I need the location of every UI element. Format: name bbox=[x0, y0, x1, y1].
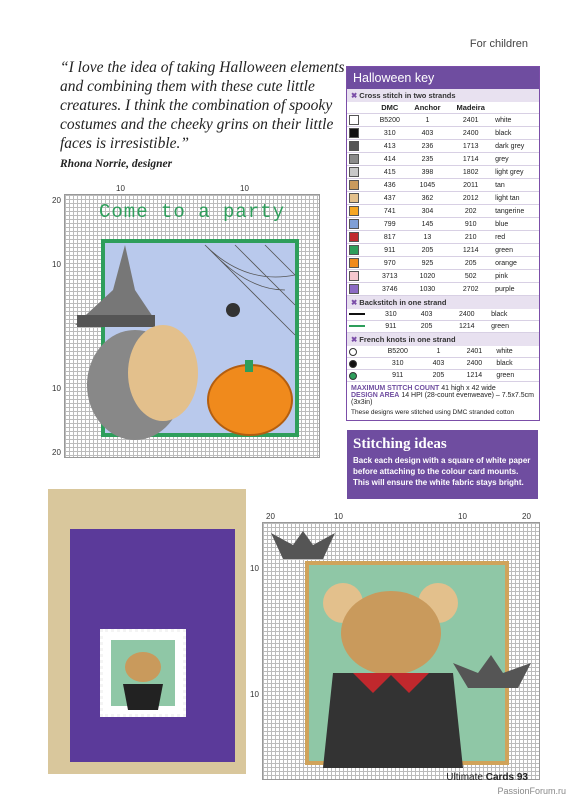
key-cell-anchor: 362 bbox=[407, 192, 449, 205]
cross-stitch-chart-witch bbox=[64, 194, 320, 458]
pumpkin-stem bbox=[245, 360, 253, 372]
key-row bbox=[347, 270, 539, 283]
key-cell-anchor: 398 bbox=[407, 166, 449, 179]
key-cell-dmc: 817 bbox=[373, 231, 407, 244]
key-cell-madeira: 2400 bbox=[454, 358, 494, 370]
cross-stitch-chart-mouse bbox=[262, 522, 540, 780]
thread-swatch-icon bbox=[349, 193, 359, 203]
chart1-label-left-mid: 10 bbox=[52, 260, 61, 269]
key-row bbox=[347, 257, 539, 270]
footer-publication-a: Ultimate bbox=[446, 772, 483, 783]
key-cell-dmc: B5200 bbox=[373, 346, 422, 358]
thumb-cape bbox=[123, 684, 163, 710]
key-cell-madeira: 2012 bbox=[448, 192, 493, 205]
thumb-mouse-head bbox=[125, 652, 161, 682]
key-cell-anchor: 1 bbox=[422, 346, 454, 358]
thread-swatch-icon bbox=[349, 128, 359, 138]
design-area-label: DESIGN AREA bbox=[351, 392, 400, 399]
key-symbol bbox=[347, 309, 373, 321]
card-stitched-design bbox=[100, 629, 186, 717]
witch-hat-brim bbox=[77, 315, 155, 327]
key-cell-anchor: 403 bbox=[422, 358, 454, 370]
design-area-value: 14 HPI (28-count evenweave) – 7.5x7.5cm (3x3in) bbox=[351, 392, 534, 406]
key-cell-dmc: 799 bbox=[373, 218, 407, 231]
key-cell-dmc: 911 bbox=[373, 370, 422, 382]
key-notes bbox=[347, 382, 539, 420]
thread-swatch-icon bbox=[349, 313, 365, 315]
key-cell-anchor: 205 bbox=[409, 321, 445, 333]
key-cell-dmc: 3713 bbox=[373, 270, 407, 283]
watermark: PassionForum.ru bbox=[497, 786, 566, 796]
key-cell-madeira: 1802 bbox=[448, 166, 493, 179]
key-symbol bbox=[347, 346, 373, 358]
key-cell-madeira: 1214 bbox=[444, 321, 489, 333]
key-cell-madeira: 2401 bbox=[448, 114, 493, 127]
chart2-label-left-top: 10 bbox=[250, 564, 259, 573]
key-cell-name: light grey bbox=[493, 166, 539, 179]
hedgehog-body bbox=[128, 325, 198, 421]
finished-card-photo bbox=[48, 489, 246, 774]
key-cell-dmc: 310 bbox=[373, 358, 422, 370]
key-cell-anchor: 1 bbox=[407, 114, 449, 127]
thread-swatch-icon bbox=[349, 180, 359, 190]
key-cell-dmc: 911 bbox=[373, 244, 407, 257]
thread-swatch-icon bbox=[349, 325, 365, 327]
key-symbol bbox=[347, 192, 373, 205]
key-cell-name: white bbox=[493, 114, 539, 127]
col-anchor: Anchor bbox=[407, 102, 449, 114]
stitching-ideas-box bbox=[347, 430, 538, 499]
key-cell-madeira: 205 bbox=[448, 257, 493, 270]
key-cell-name: grey bbox=[493, 153, 539, 166]
key-cell-anchor: 925 bbox=[407, 257, 449, 270]
page-footer bbox=[446, 772, 528, 783]
chart1-label-left-bot: 10 bbox=[52, 384, 61, 393]
max-stitch-label: MAXIMUM STITCH COUNT bbox=[351, 385, 440, 392]
key-cell-anchor: 1045 bbox=[407, 179, 449, 192]
halloween-key bbox=[346, 66, 540, 421]
chart1-label-left-top: 20 bbox=[52, 196, 61, 205]
bat-left bbox=[271, 531, 335, 559]
key-cell-name: purple bbox=[493, 283, 539, 296]
thread-swatch-icon bbox=[349, 284, 359, 294]
key-cell-name: pink bbox=[493, 270, 539, 283]
key-symbol bbox=[347, 166, 373, 179]
key-row bbox=[347, 309, 539, 321]
key-row bbox=[347, 127, 539, 140]
key-row bbox=[347, 218, 539, 231]
section-tag: For children bbox=[469, 38, 528, 50]
chart2-label-top-b: 10 bbox=[334, 512, 343, 521]
backstitch-table bbox=[347, 309, 539, 333]
key-cell-name: black bbox=[493, 127, 539, 140]
thread-swatch-icon bbox=[349, 348, 357, 356]
cross-stitch-table bbox=[347, 102, 539, 296]
vampire-cape bbox=[323, 673, 463, 768]
key-cell-name: green bbox=[494, 370, 539, 382]
key-symbol bbox=[347, 283, 373, 296]
pumpkin bbox=[208, 365, 292, 435]
thread-swatch-icon bbox=[349, 206, 359, 216]
key-symbol bbox=[347, 179, 373, 192]
pull-quote bbox=[60, 58, 345, 174]
key-cell-name: green bbox=[493, 244, 539, 257]
thread-swatch-icon bbox=[349, 154, 359, 164]
key-cell-madeira: 910 bbox=[448, 218, 493, 231]
stitching-ideas-body: Back each design with a square of white paper before attaching to the colour card mounts. This will ensure the white fabric stays bright. bbox=[353, 456, 531, 487]
key-row bbox=[347, 231, 539, 244]
key-cell-dmc: 437 bbox=[373, 192, 407, 205]
col-dmc: DMC bbox=[373, 102, 407, 114]
thread-swatch-icon bbox=[349, 258, 359, 268]
chart2-label-top-c: 10 bbox=[458, 512, 467, 521]
spider bbox=[226, 303, 240, 317]
key-symbol bbox=[347, 114, 373, 127]
thread-swatch-icon bbox=[349, 167, 359, 177]
key-cell-name: green bbox=[489, 321, 539, 333]
key-symbol bbox=[347, 127, 373, 140]
key-cell-madeira: 2401 bbox=[454, 346, 494, 358]
chart2-label-top-d: 20 bbox=[522, 512, 531, 521]
key-cell-anchor: 145 bbox=[407, 218, 449, 231]
key-cell-anchor: 1020 bbox=[407, 270, 449, 283]
thread-swatch-icon bbox=[349, 115, 359, 125]
key-row bbox=[347, 179, 539, 192]
key-cell-name: blue bbox=[493, 218, 539, 231]
key-cell-dmc: 413 bbox=[373, 140, 407, 153]
footer-publication-b: Cards bbox=[485, 772, 515, 783]
key-cell-madeira: 1714 bbox=[448, 153, 493, 166]
key-cell-dmc: 741 bbox=[373, 205, 407, 218]
key-backstitch-heading: ✖ Backstitch in one strand bbox=[347, 296, 539, 309]
key-title: Halloween key bbox=[347, 67, 539, 89]
chart2-label-left-bot: 10 bbox=[250, 690, 259, 699]
chart1-label-top-left: 10 bbox=[116, 184, 125, 193]
key-cell-dmc: 310 bbox=[373, 127, 407, 140]
key-row bbox=[347, 140, 539, 153]
thread-swatch-icon bbox=[349, 245, 359, 255]
key-cell-madeira: 210 bbox=[448, 231, 493, 244]
cross-icon: ✖ bbox=[351, 298, 358, 307]
french-knots-table bbox=[347, 346, 539, 382]
key-symbol bbox=[347, 270, 373, 283]
chart1-label-left-end: 20 bbox=[52, 448, 61, 457]
key-cell-name: dark grey bbox=[493, 140, 539, 153]
key-cell-name: white bbox=[494, 346, 539, 358]
key-symbol bbox=[347, 205, 373, 218]
purple-card bbox=[70, 529, 235, 762]
key-cross-stitch-heading: ✖ Cross stitch in two strands bbox=[347, 89, 539, 102]
key-row bbox=[347, 166, 539, 179]
thread-swatch-icon bbox=[349, 232, 359, 242]
mouse-head bbox=[341, 591, 441, 675]
key-symbol bbox=[347, 231, 373, 244]
key-cell-madeira: 2400 bbox=[444, 309, 489, 321]
key-cell-madeira: 1214 bbox=[448, 244, 493, 257]
key-row bbox=[347, 358, 539, 370]
key-cell-name: red bbox=[493, 231, 539, 244]
key-symbol bbox=[347, 358, 373, 370]
key-row bbox=[347, 244, 539, 257]
stitching-ideas-title: Stitching ideas bbox=[353, 436, 447, 452]
cross-icon: ✖ bbox=[351, 91, 358, 100]
page-number: 93 bbox=[516, 772, 528, 783]
key-note: These designs were stitched using DMC stranded cotton bbox=[351, 409, 514, 416]
key-cell-madeira: 2400 bbox=[448, 127, 493, 140]
key-cell-dmc: 414 bbox=[373, 153, 407, 166]
key-cell-name: light tan bbox=[493, 192, 539, 205]
thread-swatch-icon bbox=[349, 141, 359, 151]
key-cell-name: tangerine bbox=[493, 205, 539, 218]
key-cell-madeira: 1214 bbox=[454, 370, 494, 382]
key-symbol bbox=[347, 153, 373, 166]
chart2-artwork bbox=[263, 523, 539, 779]
chart1-label-top-right: 10 bbox=[240, 184, 249, 193]
key-cell-name: black bbox=[494, 358, 539, 370]
key-cell-anchor: 403 bbox=[409, 309, 445, 321]
key-cell-anchor: 235 bbox=[407, 153, 449, 166]
key-french-knots-heading: ✖ French knots in one strand bbox=[347, 333, 539, 346]
thread-swatch-icon bbox=[349, 360, 357, 368]
key-row bbox=[347, 205, 539, 218]
key-symbol bbox=[347, 370, 373, 382]
key-row bbox=[347, 370, 539, 382]
key-cell-anchor: 205 bbox=[422, 370, 454, 382]
chart1-title-text: Come to a party bbox=[99, 201, 286, 223]
key-cell-dmc: 911 bbox=[373, 321, 409, 333]
key-cell-anchor: 205 bbox=[407, 244, 449, 257]
quote-attribution: Rhona Norrie, designer bbox=[60, 158, 173, 170]
thread-swatch-icon bbox=[349, 219, 359, 229]
key-symbol bbox=[347, 257, 373, 270]
key-cell-anchor: 403 bbox=[407, 127, 449, 140]
thread-swatch-icon bbox=[349, 372, 357, 380]
key-row bbox=[347, 321, 539, 333]
key-symbol bbox=[347, 321, 373, 333]
key-symbol bbox=[347, 218, 373, 231]
key-cell-dmc: 3746 bbox=[373, 283, 407, 296]
key-cell-name: tan bbox=[493, 179, 539, 192]
key-row bbox=[347, 346, 539, 358]
key-cell-anchor: 1030 bbox=[407, 283, 449, 296]
key-cell-madeira: 2011 bbox=[448, 179, 493, 192]
key-cell-madeira: 2702 bbox=[448, 283, 493, 296]
key-row bbox=[347, 114, 539, 127]
chart2-label-top-a: 20 bbox=[266, 512, 275, 521]
key-cell-madeira: 202 bbox=[448, 205, 493, 218]
max-stitch-value: 41 high x 42 wide bbox=[441, 385, 496, 392]
key-cell-dmc: 970 bbox=[373, 257, 407, 270]
key-cell-dmc: 436 bbox=[373, 179, 407, 192]
quote-text: “I love the idea of taking Halloween elements and combining them with these cute little creatures. I think the combination of spooky costumes and the cheeky grins on their little faces is irresistible.” bbox=[60, 59, 345, 152]
mouse-design-thumbnail bbox=[103, 632, 183, 714]
key-cell-dmc: 310 bbox=[373, 309, 409, 321]
key-row bbox=[347, 153, 539, 166]
key-cell-madeira: 502 bbox=[448, 270, 493, 283]
col-madeira: Madeira bbox=[448, 102, 493, 114]
key-row bbox=[347, 283, 539, 296]
key-cell-anchor: 304 bbox=[407, 205, 449, 218]
chart1-artwork bbox=[65, 195, 319, 457]
thread-swatch-icon bbox=[349, 271, 359, 281]
key-symbol bbox=[347, 244, 373, 257]
key-cell-madeira: 1713 bbox=[448, 140, 493, 153]
key-cell-dmc: 415 bbox=[373, 166, 407, 179]
key-row bbox=[347, 192, 539, 205]
key-cell-name: black bbox=[489, 309, 539, 321]
cross-icon: ✖ bbox=[351, 335, 358, 344]
key-symbol bbox=[347, 140, 373, 153]
key-cell-dmc: B5200 bbox=[373, 114, 407, 127]
key-cell-anchor: 236 bbox=[407, 140, 449, 153]
key-cell-name: orange bbox=[493, 257, 539, 270]
key-cell-anchor: 13 bbox=[407, 231, 449, 244]
